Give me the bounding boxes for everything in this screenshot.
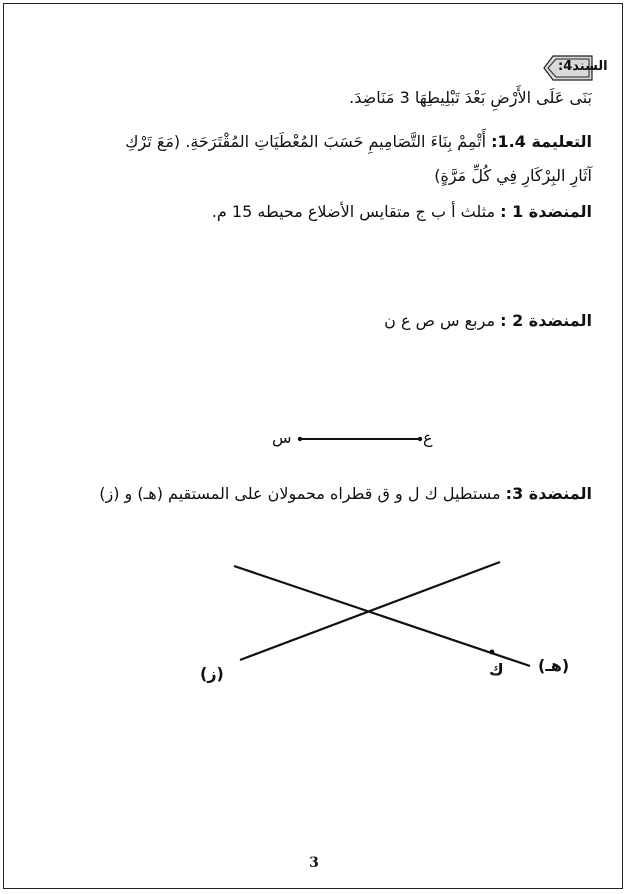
table2-line (384, 311, 592, 330)
table2-label: المنضدة 2 : (500, 311, 592, 330)
point-k (490, 650, 495, 655)
segment-label-ayn: ع (423, 428, 433, 447)
line-z-label: (ز) (200, 664, 224, 683)
point-k-label: ك (489, 660, 504, 679)
table3-line (99, 484, 592, 503)
intersecting-lines (190, 548, 590, 698)
intro-text: بَنَى عَلَى الأَرْضِ بَعْدَ تَبْلِيطِهَا 3 مَنَاضِدَ. (349, 88, 592, 107)
segment-sa (270, 428, 445, 458)
page-number: 3 (309, 855, 319, 871)
table3-label: المنضدة 3: (505, 484, 592, 503)
instruction-text: أَتْمِمْ بِنَاءَ التَّصَامِيمِ حَسَبَ المُعْطَيَاتِ المُقْتَرَحَةِ. (مَعَ تَرْكِ (125, 132, 492, 151)
line-h (234, 566, 530, 666)
segment-label-sin: س (272, 428, 292, 447)
table3-text: مستطيل ك ل و ق قطراه محمولان على المستقيم (هـ) و (ز) (99, 484, 506, 503)
table1-text: مثلث أ ب ج متقايس الأضلاع محيطه 15 م. (211, 202, 501, 221)
line-h-label: (هـ) (538, 656, 570, 675)
table1-label: المنضدة 1 : (500, 202, 592, 221)
table2-text: مربع س ص ع ن (384, 311, 501, 330)
instruction-continuation: آثَارِ البِرْكَارِ فِي كُلِّ مَرَّةٍ) (434, 166, 592, 185)
document-tag: السند4: (558, 59, 608, 74)
instruction-line (125, 132, 592, 151)
table1-line (212, 202, 592, 221)
instruction-label: التعليمة 1.4: (491, 132, 592, 151)
line-z (240, 562, 500, 660)
